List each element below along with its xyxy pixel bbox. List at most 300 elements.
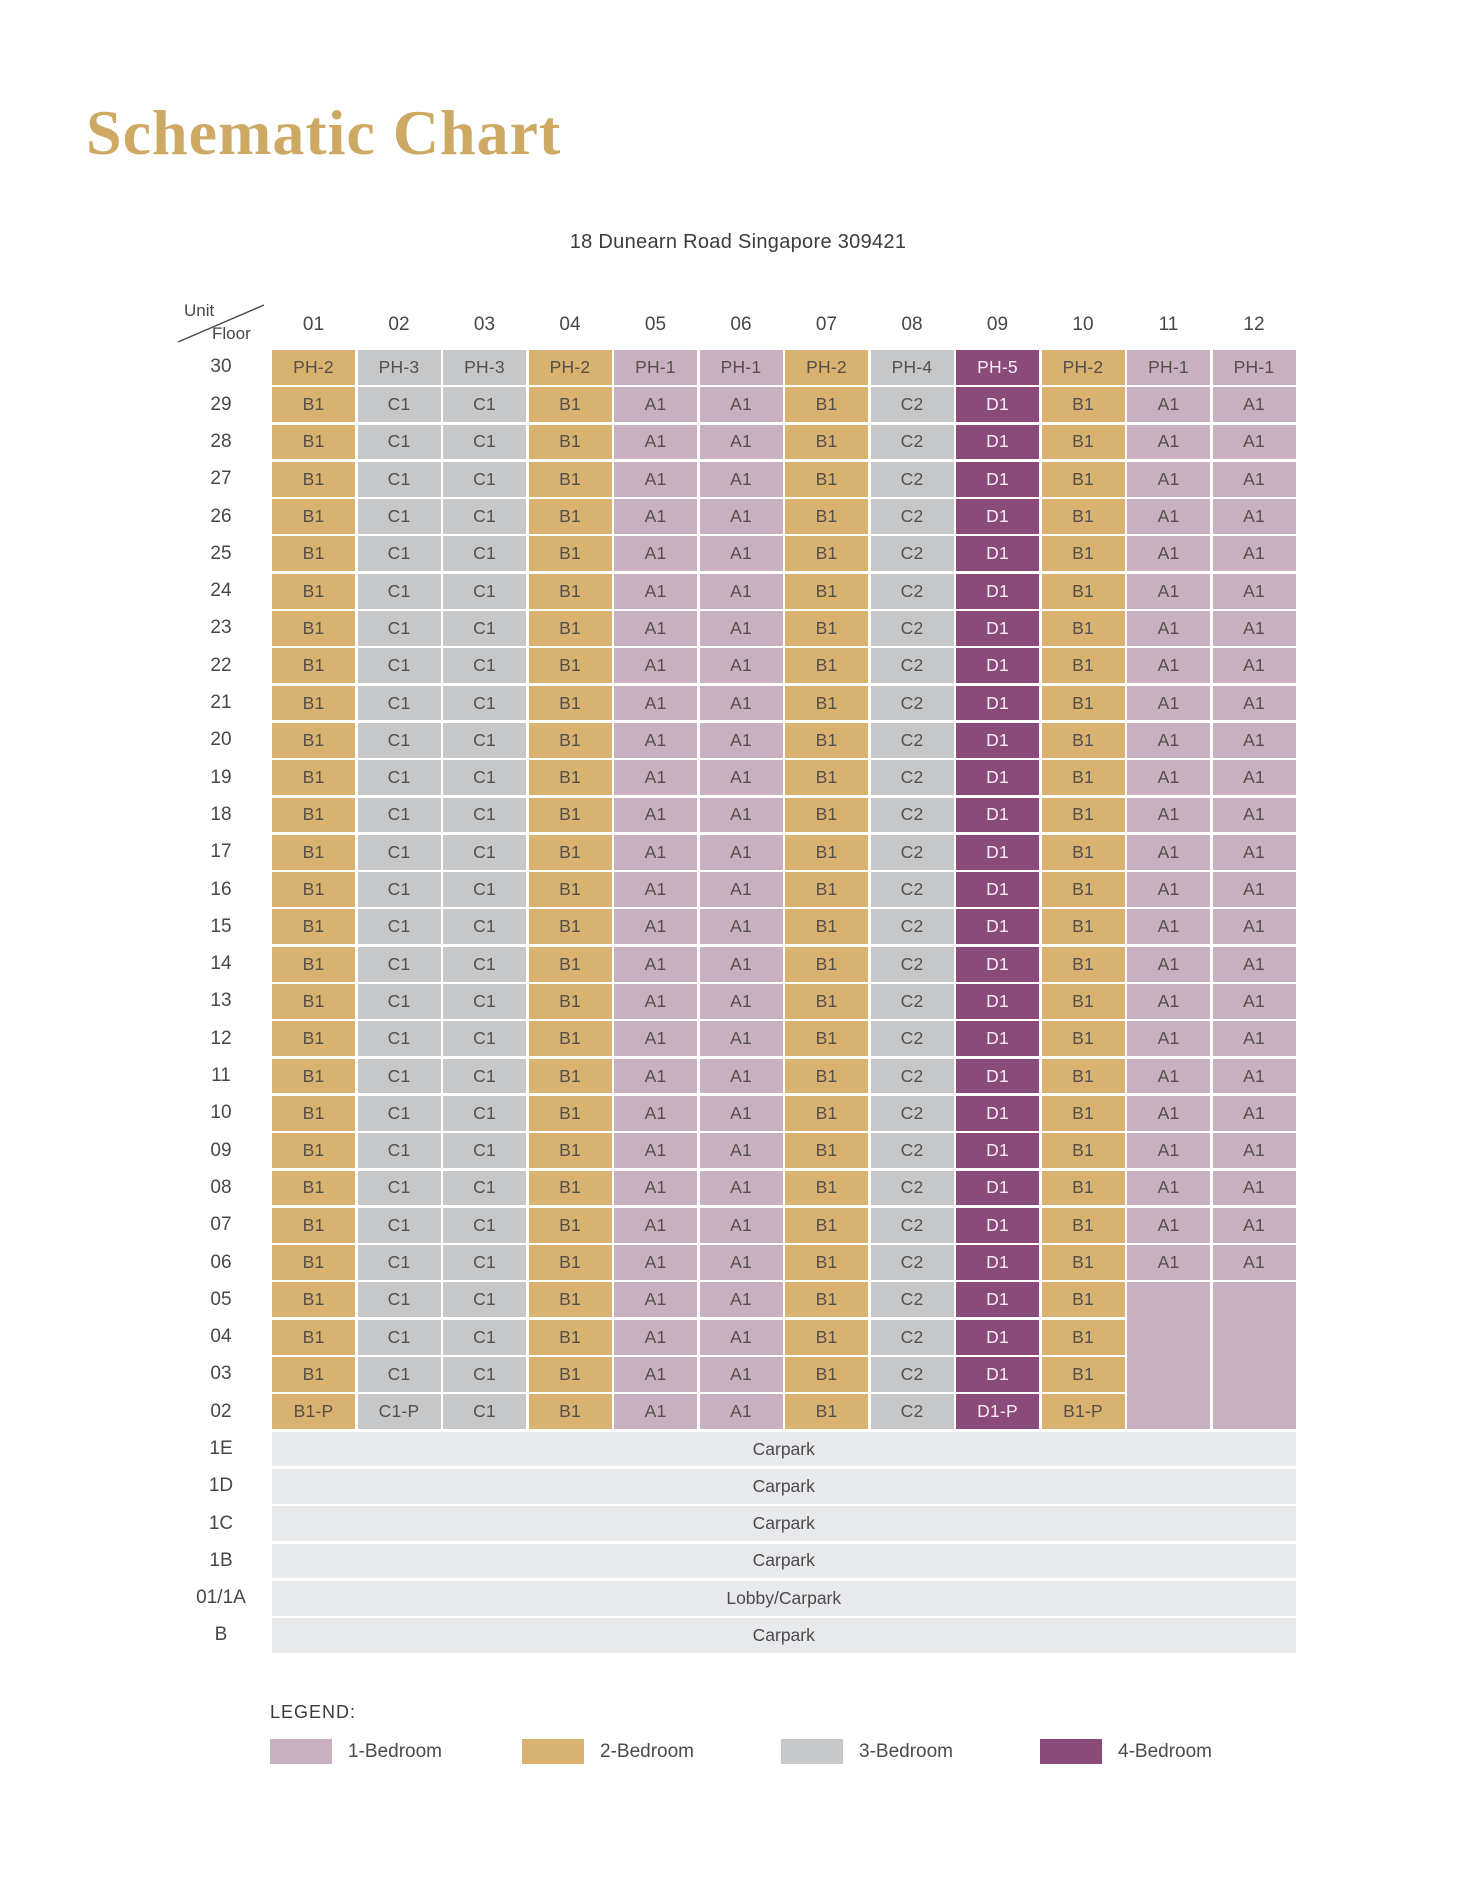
unit-cell-09-06: A1: [700, 1133, 783, 1168]
unit-cell-02-06: A1: [700, 1394, 783, 1429]
unit-cell-16-04: B1: [529, 872, 612, 907]
unit-cell-26-01: B1: [272, 499, 355, 534]
unit-cell-12-03: C1: [443, 1021, 526, 1056]
unit-cell-13-08: C2: [871, 984, 954, 1019]
unit-cell-12-01: B1: [272, 1021, 355, 1056]
unit-cell-10-05: A1: [614, 1096, 697, 1131]
unit-cell-21-06: A1: [700, 686, 783, 721]
legend: [270, 1702, 1330, 1779]
unit-cell-14-06: A1: [700, 947, 783, 982]
unit-cell-20-08: C2: [871, 723, 954, 758]
floor-label-B: B: [214, 1624, 228, 1646]
unit-cell-25-07: B1: [785, 536, 868, 571]
empty-cell: [1213, 1320, 1296, 1357]
unit-cell-26-08: C2: [871, 499, 954, 534]
unit-cell-17-03: C1: [443, 835, 526, 870]
unit-cell-20-10: B1: [1042, 723, 1125, 758]
unit-cell-09-08: C2: [871, 1133, 954, 1168]
unit-cell-02-09: D1-P: [956, 1394, 1039, 1429]
unit-cell-03-02: C1: [358, 1357, 441, 1392]
unit-cell-08-05: A1: [614, 1171, 697, 1206]
unit-cell-18-05: A1: [614, 798, 697, 833]
unit-cell-05-03: C1: [443, 1282, 526, 1317]
floor-label-12: 12: [210, 1027, 232, 1049]
unit-cell-20-11: A1: [1127, 723, 1210, 758]
unit-cell-15-02: C1: [358, 909, 441, 944]
unit-cell-04-09: D1: [956, 1320, 1039, 1355]
unit-cell-27-01: B1: [272, 462, 355, 497]
unit-cell-29-12: A1: [1213, 387, 1296, 422]
unit-cell-16-10: B1: [1042, 872, 1125, 907]
unit-cell-22-02: C1: [358, 648, 441, 683]
unit-cell-21-08: C2: [871, 686, 954, 721]
unit-cell-27-04: B1: [529, 462, 612, 497]
unit-cell-06-01: B1: [272, 1245, 355, 1280]
unit-cell-09-12: A1: [1213, 1133, 1296, 1168]
unit-cell-08-04: B1: [529, 1171, 612, 1206]
unit-cell-11-05: A1: [614, 1059, 697, 1094]
unit-cell-10-06: A1: [700, 1096, 783, 1131]
unit-cell-20-01: B1: [272, 723, 355, 758]
unit-cell-23-03: C1: [443, 611, 526, 646]
floor-label-1D: 1D: [208, 1475, 234, 1497]
unit-cell-28-12: A1: [1213, 425, 1296, 460]
unit-cell-24-06: A1: [700, 574, 783, 609]
unit-cell-10-04: B1: [529, 1096, 612, 1131]
empty-cell: [1127, 1394, 1210, 1429]
column-header-08: 08: [901, 314, 923, 335]
unit-cell-13-06: A1: [700, 984, 783, 1019]
legend-item-1-bedroom: [270, 1739, 442, 1764]
unit-cell-22-11: A1: [1127, 648, 1210, 683]
unit-cell-25-01: B1: [272, 536, 355, 571]
unit-cell-10-08: C2: [871, 1096, 954, 1131]
unit-cell-18-12: A1: [1213, 798, 1296, 833]
empty-cell: [1127, 1357, 1210, 1394]
unit-cell-28-04: B1: [529, 425, 612, 460]
floor-label-11: 11: [211, 1065, 231, 1087]
unit-cell-30-08: PH-4: [871, 350, 954, 385]
unit-cell-28-05: A1: [614, 425, 697, 460]
unit-cell-05-08: C2: [871, 1282, 954, 1317]
unit-cell-03-10: B1: [1042, 1357, 1125, 1392]
unit-cell-11-01: B1: [272, 1059, 355, 1094]
unit-cell-07-10: B1: [1042, 1208, 1125, 1243]
floor-label-1B: 1B: [209, 1549, 233, 1571]
unit-cell-02-01: B1-P: [272, 1394, 355, 1429]
unit-cell-03-03: C1: [443, 1357, 526, 1392]
floor-label-02: 02: [210, 1400, 232, 1422]
unit-cell-14-12: A1: [1213, 947, 1296, 982]
floor-label-14: 14: [210, 953, 232, 975]
unit-cell-02-07: B1: [785, 1394, 868, 1429]
unit-cell-10-12: A1: [1213, 1096, 1296, 1131]
column-header-04: 04: [559, 314, 581, 335]
unit-cell-22-12: A1: [1213, 648, 1296, 683]
unit-cell-18-01: B1: [272, 798, 355, 833]
unit-cell-12-09: D1: [956, 1021, 1039, 1056]
unit-axis-label: Unit: [184, 301, 215, 320]
column-header-05: 05: [644, 314, 667, 335]
unit-cell-29-02: C1: [358, 387, 441, 422]
unit-cell-02-02: C1-P: [358, 1394, 441, 1429]
unit-floor-corner: [140, 300, 272, 350]
unit-cell-15-10: B1: [1042, 909, 1125, 944]
unit-cell-03-04: B1: [529, 1357, 612, 1392]
empty-cell: [1127, 1320, 1210, 1357]
unit-cell-25-04: B1: [529, 536, 612, 571]
column-header-12: 12: [1243, 314, 1265, 335]
unit-cell-24-08: C2: [871, 574, 954, 609]
unit-cell-16-03: C1: [443, 872, 526, 907]
unit-cell-13-03: C1: [443, 984, 526, 1019]
unit-cell-04-03: C1: [443, 1320, 526, 1355]
unit-cell-15-12: A1: [1213, 909, 1296, 944]
unit-cell-20-04: B1: [529, 723, 612, 758]
unit-cell-28-03: C1: [443, 425, 526, 460]
unit-cell-15-01: B1: [272, 909, 355, 944]
unit-cell-14-07: B1: [785, 947, 868, 982]
unit-cell-24-05: A1: [614, 574, 697, 609]
unit-cell-09-04: B1: [529, 1133, 612, 1168]
unit-cell-30-05: PH-1: [614, 350, 697, 385]
floor-label-25: 25: [210, 542, 232, 564]
unit-cell-11-03: C1: [443, 1059, 526, 1094]
unit-cell-21-03: C1: [443, 686, 526, 721]
unit-cell-23-06: A1: [700, 611, 783, 646]
unit-cell-27-12: A1: [1213, 462, 1296, 497]
unit-cell-17-10: B1: [1042, 835, 1125, 870]
unit-cell-22-07: B1: [785, 648, 868, 683]
unit-cell-23-02: C1: [358, 611, 441, 646]
unit-cell-07-12: A1: [1213, 1208, 1296, 1243]
unit-cell-21-07: B1: [785, 686, 868, 721]
unit-cell-28-01: B1: [272, 425, 355, 460]
unit-cell-23-05: A1: [614, 611, 697, 646]
unit-cell-15-08: C2: [871, 909, 954, 944]
unit-cell-06-02: C1: [358, 1245, 441, 1280]
unit-cell-05-09: D1: [956, 1282, 1039, 1317]
unit-cell-17-08: C2: [871, 835, 954, 870]
column-header-01: 01: [302, 314, 325, 335]
unit-cell-12-08: C2: [871, 1021, 954, 1056]
unit-cell-27-05: A1: [614, 462, 697, 497]
unit-cell-05-06: A1: [700, 1282, 783, 1317]
floor-label-30: 30: [210, 356, 232, 378]
unit-cell-19-01: B1: [272, 760, 355, 795]
unit-cell-23-10: B1: [1042, 611, 1125, 646]
legend-heading: LEGEND:: [270, 1702, 357, 1722]
unit-cell-30-01: PH-2: [272, 350, 355, 385]
column-header-07: 07: [815, 314, 838, 335]
unit-cell-19-07: B1: [785, 760, 868, 795]
unit-cell-21-10: B1: [1042, 686, 1125, 721]
unit-cell-02-05: A1: [614, 1394, 697, 1429]
unit-cell-13-02: C1: [358, 984, 441, 1019]
unit-cell-07-06: A1: [700, 1208, 783, 1243]
unit-cell-08-10: B1: [1042, 1171, 1125, 1206]
unit-cell-23-01: B1: [272, 611, 355, 646]
carpark-row-01/1A: Lobby/Carpark: [272, 1581, 1296, 1616]
unit-cell-25-06: A1: [700, 536, 783, 571]
unit-cell-02-10: B1-P: [1042, 1394, 1125, 1429]
unit-cell-24-04: B1: [529, 574, 612, 609]
unit-cell-05-02: C1: [358, 1282, 441, 1317]
unit-cell-04-08: C2: [871, 1320, 954, 1355]
unit-cell-17-07: B1: [785, 835, 868, 870]
unit-cell-25-03: C1: [443, 536, 526, 571]
unit-cell-06-03: C1: [443, 1245, 526, 1280]
stack-table: [140, 300, 1298, 1655]
unit-cell-20-03: C1: [443, 723, 526, 758]
unit-cell-13-05: A1: [614, 984, 697, 1019]
unit-cell-05-10: B1: [1042, 1282, 1125, 1317]
carpark-row-1E: Carpark: [272, 1432, 1296, 1467]
unit-cell-18-03: C1: [443, 798, 526, 833]
unit-cell-29-09: D1: [956, 387, 1039, 422]
unit-cell-07-07: B1: [785, 1208, 868, 1243]
unit-cell-14-03: C1: [443, 947, 526, 982]
unit-cell-18-11: A1: [1127, 798, 1210, 833]
unit-cell-06-05: A1: [614, 1245, 697, 1280]
unit-cell-27-11: A1: [1127, 462, 1210, 497]
unit-cell-29-07: B1: [785, 387, 868, 422]
unit-cell-11-12: A1: [1213, 1059, 1296, 1094]
unit-cell-18-04: B1: [529, 798, 612, 833]
unit-cell-18-08: C2: [871, 798, 954, 833]
unit-cell-08-03: C1: [443, 1171, 526, 1206]
unit-cell-22-05: A1: [614, 648, 697, 683]
unit-cell-24-07: B1: [785, 574, 868, 609]
unit-cell-10-09: D1: [956, 1096, 1039, 1131]
unit-cell-06-08: C2: [871, 1245, 954, 1280]
unit-cell-16-07: B1: [785, 872, 868, 907]
unit-cell-26-12: A1: [1213, 499, 1296, 534]
unit-cell-25-05: A1: [614, 536, 697, 571]
unit-cell-23-12: A1: [1213, 611, 1296, 646]
unit-cell-30-12: PH-1: [1213, 350, 1296, 385]
floor-label-10: 10: [210, 1102, 232, 1124]
floor-axis-label: Floor: [212, 324, 251, 343]
unit-cell-26-02: C1: [358, 499, 441, 534]
unit-cell-29-01: B1: [272, 387, 355, 422]
unit-cell-09-07: B1: [785, 1133, 868, 1168]
unit-cell-17-05: A1: [614, 835, 697, 870]
unit-cell-27-09: D1: [956, 462, 1039, 497]
unit-cell-18-07: B1: [785, 798, 868, 833]
unit-cell-13-04: B1: [529, 984, 612, 1019]
unit-cell-15-06: A1: [700, 909, 783, 944]
unit-cell-25-02: C1: [358, 536, 441, 571]
unit-cell-23-09: D1: [956, 611, 1039, 646]
unit-cell-25-12: A1: [1213, 536, 1296, 571]
unit-cell-30-06: PH-1: [700, 350, 783, 385]
unit-cell-23-07: B1: [785, 611, 868, 646]
unit-cell-26-11: A1: [1127, 499, 1210, 534]
empty-cell: [1213, 1357, 1296, 1394]
unit-cell-26-07: B1: [785, 499, 868, 534]
unit-cell-21-04: B1: [529, 686, 612, 721]
unit-cell-24-02: C1: [358, 574, 441, 609]
unit-cell-22-03: C1: [443, 648, 526, 683]
unit-cell-06-04: B1: [529, 1245, 612, 1280]
unit-cell-29-06: A1: [700, 387, 783, 422]
unit-cell-07-05: A1: [614, 1208, 697, 1243]
unit-cell-02-03: C1: [443, 1394, 526, 1429]
unit-cell-20-07: B1: [785, 723, 868, 758]
unit-cell-20-06: A1: [700, 723, 783, 758]
unit-cell-24-11: A1: [1127, 574, 1210, 609]
unit-cell-11-02: C1: [358, 1059, 441, 1094]
unit-cell-29-05: A1: [614, 387, 697, 422]
floor-label-08: 08: [210, 1176, 232, 1198]
unit-cell-30-04: PH-2: [529, 350, 612, 385]
unit-cell-06-09: D1: [956, 1245, 1039, 1280]
unit-cell-27-06: A1: [700, 462, 783, 497]
unit-cell-25-11: A1: [1127, 536, 1210, 571]
unit-cell-27-03: C1: [443, 462, 526, 497]
unit-cell-08-12: A1: [1213, 1171, 1296, 1206]
unit-cell-19-11: A1: [1127, 760, 1210, 795]
unit-cell-19-08: C2: [871, 760, 954, 795]
floor-label-03: 03: [210, 1363, 232, 1385]
unit-cell-17-06: A1: [700, 835, 783, 870]
unit-cell-08-07: B1: [785, 1171, 868, 1206]
unit-cell-13-07: B1: [785, 984, 868, 1019]
unit-cell-21-12: A1: [1213, 686, 1296, 721]
unit-cell-22-06: A1: [700, 648, 783, 683]
unit-cell-03-08: C2: [871, 1357, 954, 1392]
unit-cell-21-02: C1: [358, 686, 441, 721]
unit-cell-28-10: B1: [1042, 425, 1125, 460]
unit-cell-22-10: B1: [1042, 648, 1125, 683]
unit-cell-17-11: A1: [1127, 835, 1210, 870]
unit-cell-11-10: B1: [1042, 1059, 1125, 1094]
unit-cell-07-03: C1: [443, 1208, 526, 1243]
floor-label-26: 26: [210, 505, 232, 527]
unit-cell-24-03: C1: [443, 574, 526, 609]
unit-cell-19-12: A1: [1213, 760, 1296, 795]
floor-label-27: 27: [210, 468, 232, 490]
unit-cell-25-08: C2: [871, 536, 954, 571]
unit-cell-15-05: A1: [614, 909, 697, 944]
unit-cell-26-09: D1: [956, 499, 1039, 534]
floor-label-18: 18: [210, 803, 232, 825]
unit-cell-11-08: C2: [871, 1059, 954, 1094]
unit-cell-14-01: B1: [272, 947, 355, 982]
unit-cell-04-06: A1: [700, 1320, 783, 1355]
unit-cell-17-09: D1: [956, 835, 1039, 870]
unit-cell-07-11: A1: [1127, 1208, 1210, 1243]
unit-cell-14-10: B1: [1042, 947, 1125, 982]
unit-cell-20-09: D1: [956, 723, 1039, 758]
floor-label-1C: 1C: [208, 1512, 234, 1534]
unit-cell-12-11: A1: [1127, 1021, 1210, 1056]
unit-cell-02-08: C2: [871, 1394, 954, 1429]
carpark-row-1B: Carpark: [272, 1544, 1296, 1579]
unit-cell-08-09: D1: [956, 1171, 1039, 1206]
unit-cell-10-11: A1: [1127, 1096, 1210, 1131]
unit-cell-06-10: B1: [1042, 1245, 1125, 1280]
unit-cell-21-11: A1: [1127, 686, 1210, 721]
unit-cell-29-08: C2: [871, 387, 954, 422]
unit-cell-06-11: A1: [1127, 1245, 1210, 1280]
unit-cell-03-01: B1: [272, 1357, 355, 1392]
unit-cell-30-07: PH-2: [785, 350, 868, 385]
column-header-09: 09: [986, 314, 1009, 335]
unit-cell-12-07: B1: [785, 1021, 868, 1056]
floor-label-19: 19: [210, 766, 232, 788]
unit-cell-14-11: A1: [1127, 947, 1210, 982]
legend-label: 3-Bedroom: [859, 1740, 953, 1762]
legend-swatch-4-bedroom: [1040, 1739, 1102, 1764]
legend-item-3-bedroom: [781, 1739, 953, 1764]
unit-cell-15-03: C1: [443, 909, 526, 944]
unit-cell-09-02: C1: [358, 1133, 441, 1168]
unit-cell-19-09: D1: [956, 760, 1039, 795]
column-header-11: 11: [1158, 314, 1179, 335]
unit-cell-30-09: PH-5: [956, 350, 1039, 385]
unit-cell-05-07: B1: [785, 1282, 868, 1317]
unit-cell-17-12: A1: [1213, 835, 1296, 870]
unit-cell-03-06: A1: [700, 1357, 783, 1392]
unit-cell-14-04: B1: [529, 947, 612, 982]
unit-cell-02-04: B1: [529, 1394, 612, 1429]
floor-label-16: 16: [210, 878, 232, 900]
unit-cell-16-12: A1: [1213, 872, 1296, 907]
unit-cell-28-08: C2: [871, 425, 954, 460]
unit-cell-04-04: B1: [529, 1320, 612, 1355]
unit-cell-11-04: B1: [529, 1059, 612, 1094]
unit-cell-27-07: B1: [785, 462, 868, 497]
unit-cell-13-01: B1: [272, 984, 355, 1019]
floor-label-21: 21: [210, 692, 232, 714]
unit-cell-16-09: D1: [956, 872, 1039, 907]
unit-cell-22-08: C2: [871, 648, 954, 683]
unit-cell-20-12: A1: [1213, 723, 1296, 758]
unit-cell-23-04: B1: [529, 611, 612, 646]
unit-cell-15-04: B1: [529, 909, 612, 944]
unit-cell-10-07: B1: [785, 1096, 868, 1131]
unit-cell-17-01: B1: [272, 835, 355, 870]
unit-cell-13-10: B1: [1042, 984, 1125, 1019]
unit-cell-09-05: A1: [614, 1133, 697, 1168]
unit-cell-11-09: D1: [956, 1059, 1039, 1094]
floor-label-20: 20: [210, 729, 232, 751]
unit-cell-22-09: D1: [956, 648, 1039, 683]
unit-cell-25-10: B1: [1042, 536, 1125, 571]
unit-cell-12-02: C1: [358, 1021, 441, 1056]
floor-label-01/1A: 01/1A: [196, 1587, 246, 1609]
unit-cell-24-12: A1: [1213, 574, 1296, 609]
page-title: Schematic Chart: [86, 97, 562, 168]
unit-cell-17-02: C1: [358, 835, 441, 870]
unit-cell-28-02: C1: [358, 425, 441, 460]
legend-label: 1-Bedroom: [348, 1740, 442, 1762]
unit-cell-24-01: B1: [272, 574, 355, 609]
floor-label-04: 04: [210, 1326, 232, 1348]
unit-cell-12-10: B1: [1042, 1021, 1125, 1056]
column-header-10: 10: [1072, 314, 1094, 335]
unit-cell-19-06: A1: [700, 760, 783, 795]
unit-cell-07-09: D1: [956, 1208, 1039, 1243]
floor-label-24: 24: [210, 580, 232, 602]
empty-cell: [1127, 1282, 1210, 1319]
floor-label-1E: 1E: [209, 1438, 233, 1459]
unit-cell-04-10: B1: [1042, 1320, 1125, 1355]
unit-cell-28-06: A1: [700, 425, 783, 460]
empty-cell: [1213, 1394, 1296, 1429]
